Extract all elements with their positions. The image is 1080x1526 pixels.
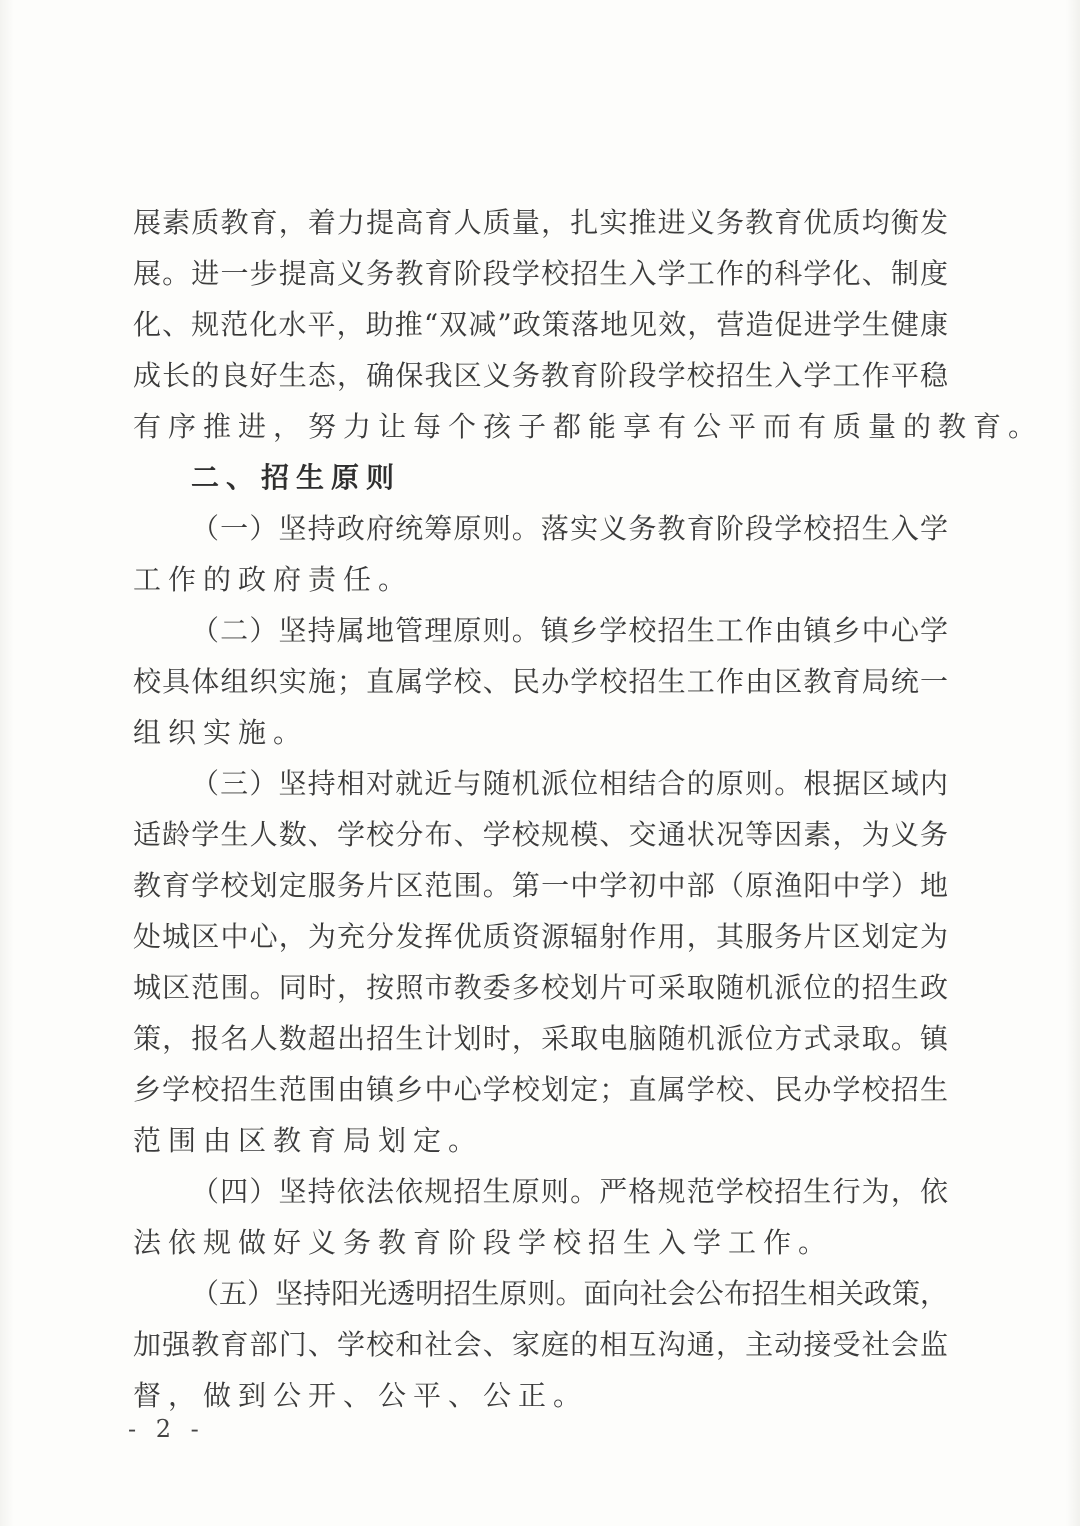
text-line: 加强教育部门、学校和社会、家庭的相互沟通，主动接受社会监 xyxy=(133,1328,948,1361)
text-line: （四）坚持依法依规招生原则。严格规范学校招生行为，依 xyxy=(191,1175,948,1208)
text-line: 展。进一步提高义务教育阶段学校招生入学工作的科学化、制度 xyxy=(133,257,948,290)
text-line: 乡学校招生范围由镇乡中心学校划定；直属学校、民办学校招生 xyxy=(133,1073,948,1106)
text-line: （五）坚持阳光透明招生原则。面向社会公布招生相关政策， xyxy=(191,1277,948,1310)
text-line: 城区范围。同时，按照市教委多校划片可采取随机派位的招生政 xyxy=(133,971,948,1004)
text-line: 适龄学生人数、学校分布、学校规模、交通状况等因素，为义务 xyxy=(133,818,948,851)
text-line: 法依规做好义务教育阶段学校招生入学工作。 xyxy=(133,1226,834,1259)
section-heading: 二、招生原则 xyxy=(191,461,402,494)
text-line: 成长的良好生态，确保我区义务教育阶段学校招生入学工作平稳 xyxy=(133,359,948,392)
text-line: 展素质教育，着力提高育人质量，扎实推进义务教育优质均衡发 xyxy=(133,206,948,239)
page-number: - 2 - xyxy=(128,1415,205,1443)
text-line: 化、规范化水平，助推“双减”政策落地见效，营造促进学生健康 xyxy=(133,308,948,341)
text-line: （一）坚持政府统筹原则。落实义务教育阶段学校招生入学 xyxy=(191,512,948,545)
text-line: 组织实施。 xyxy=(133,716,309,749)
text-line: 工作的政府责任。 xyxy=(133,563,414,596)
text-line: 有序推进，努力让每个孩子都能享有公平而有质量的教育。 xyxy=(133,410,1044,443)
text-line: 策，报名人数超出招生计划时，采取电脑随机派位方式录取。镇 xyxy=(133,1022,948,1055)
text-line: 督，做到公开、公平、公正。 xyxy=(133,1379,589,1412)
text-line: （三）坚持相对就近与随机派位相结合的原则。根据区域内 xyxy=(191,767,948,800)
text-line: 范围由区教育局划定。 xyxy=(133,1124,484,1157)
text-line: 校具体组织实施；直属学校、民办学校招生工作由区教育局统一 xyxy=(133,665,948,698)
text-line: 教育学校划定服务片区范围。第一中学初中部（原渔阳中学）地 xyxy=(133,869,948,902)
text-line: （二）坚持属地管理原则。镇乡学校招生工作由镇乡中心学 xyxy=(191,614,948,647)
text-line: 处城区中心，为充分发挥优质资源辐射作用，其服务片区划定为 xyxy=(133,920,948,953)
document-body xyxy=(133,197,1044,1421)
